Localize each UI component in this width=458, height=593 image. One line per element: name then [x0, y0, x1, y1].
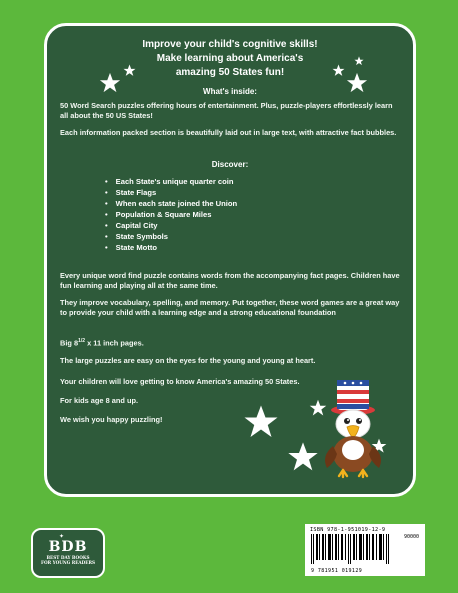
whats-inside-heading: What's inside: — [203, 87, 257, 96]
list-item: • Population & Square Miles — [105, 209, 237, 220]
list-item: • State Motto — [105, 242, 237, 253]
star-icon — [243, 404, 279, 440]
puzzle-paragraph: Every unique word find puzzle contains words from the accompanying fact pages. Children have fun learning and playing all at the same time. — [60, 271, 400, 290]
page-size-suffix: x 11 inch pages. — [85, 338, 144, 348]
star-icon — [332, 64, 345, 77]
barcode-number: 9 781951 019129 — [311, 568, 363, 574]
logo-tagline-1: BEST DAY BOOKS — [46, 555, 90, 560]
list-item: • State Flags — [105, 187, 237, 198]
isbn-barcode — [305, 524, 425, 576]
layout-paragraph: Each information packed section is beautifully laid out in large text, with attractive fact bubbles. — [60, 128, 397, 137]
eagle-mascot-icon — [315, 372, 393, 480]
list-item: • State Symbols — [105, 231, 237, 242]
star-icon — [123, 64, 136, 77]
headline-line-1: Improve your child's cognitive skills! — [142, 39, 318, 50]
discover-heading: Discover: — [211, 160, 249, 169]
list-item: • Capital City — [105, 220, 237, 231]
wish-text: We wish you happy puzzling! — [60, 415, 163, 424]
children-love-text: Your children will love getting to know America's amazing 50 States. — [60, 377, 300, 386]
age-text: For kids age 8 and up. — [60, 396, 139, 405]
star-icon — [354, 56, 364, 66]
list-item: • Each State's unique quarter coin — [105, 176, 237, 187]
page-size-fraction: 1/2 — [78, 338, 86, 344]
logo-mark: BDB — [48, 539, 88, 555]
page-size-text — [60, 336, 400, 348]
vocabulary-paragraph: They improve vocabulary, spelling, and memory. Put together, these word games are a great way to provide your child with a learning edge and a strong educational foundation — [60, 298, 400, 317]
isbn-text: ISBN 978-1-951019-12-9 — [310, 527, 386, 533]
page-size-prefix: Big 8 — [60, 338, 79, 348]
discover-list — [105, 176, 237, 253]
headline-line-2: Make learning about America's — [156, 53, 304, 64]
barcode-bars — [311, 534, 389, 564]
list-item: • When each state joined the Union — [105, 198, 237, 209]
logo-tagline-2: FOR YOUNG READERS — [41, 560, 95, 565]
price-code: 90000 — [403, 534, 419, 540]
intro-paragraph: 50 Word Search puzzles offering hours of entertainment. Plus, puzzle-players effortlessly learn all about the 50 US States! — [60, 101, 393, 120]
info-board — [44, 23, 416, 497]
publisher-logo — [31, 528, 105, 578]
large-puzzles-text: The large puzzles are easy on the eyes for the young and young at heart. — [60, 356, 316, 365]
headline-line-3: amazing 50 States fun! — [175, 67, 285, 78]
wing-emblem-icon: ✦ — [59, 533, 65, 540]
